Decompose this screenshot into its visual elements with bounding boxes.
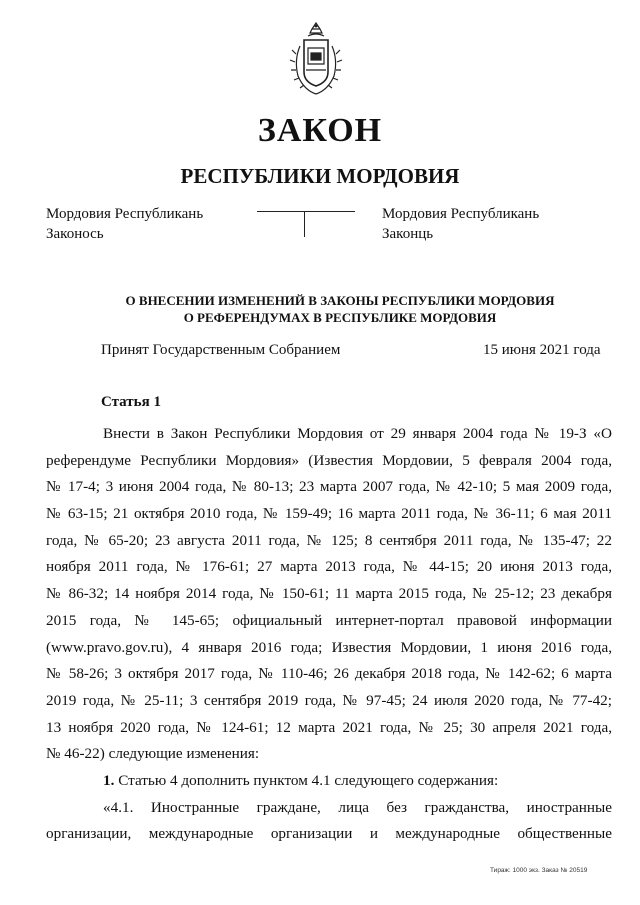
header-divider-vertical: [304, 211, 305, 237]
body-line: № 46-22) следующие изменения:: [46, 745, 260, 763]
item-1-text: Статью 4 дополнить пунктом 4.1 следующего содержания:: [118, 771, 499, 789]
quote-line: организации, международные организации и международные общественные: [46, 825, 612, 843]
body-line: Внести в Закон Республики Мордовия от 29 января 2004 года № 19-З «О: [103, 425, 612, 442]
adopted-by: Принят Государственным Собранием: [101, 342, 341, 358]
law-heading-line1: О ВНЕСЕНИИ ИЗМЕНЕНИЙ В ЗАКОНЫ РЕСПУБЛИКИ МОРДОВИЯ: [125, 293, 555, 308]
moksha-name-line2: Законось: [46, 226, 104, 242]
body-line: 2019 года, № 25-11; 3 сентября 2019 года, № 97-45; 24 июля 2020 года, № 77-42;: [46, 691, 612, 709]
body-line: ноября 2011 года, № 176-61; 27 марта 2013 года, № 44-15; 20 июня 2013 года,: [46, 558, 612, 576]
body-line: (www.pravo.gov.ru), 4 января 2016 года; Известия Мордовии, 1 июня 2016 года,: [46, 638, 612, 656]
law-heading-line2: О РЕФЕРЕНДУМАХ В РЕСПУБЛИКЕ МОРДОВИЯ: [183, 310, 497, 325]
body-line: референдуме Республики Мордовия» (Известия Мордовии, 5 февраля 2004 года,: [46, 451, 612, 469]
body-line: года, № 65-20; 23 августа 2011 года, № 125; 8 сентября 2011 года, № 135-47; 22: [46, 531, 612, 549]
law-heading: [60, 292, 620, 326]
body-line: № 58-26; 3 октября 2017 года, № 110-46; 26 декабря 2018 года, № 142-62; 6 марта: [46, 665, 612, 683]
article-heading: Статья 1: [101, 394, 161, 410]
body-line: № 17-4; 3 июня 2004 года, № 80-13; 23 марта 2007 года, № 42-10; 5 мая 2009 года,: [46, 478, 612, 496]
erzya-name-line2: Законць: [382, 226, 434, 242]
document-subtitle: РЕСПУБЛИКИ МОРДОВИЯ: [180, 164, 460, 188]
erzya-name-line1: Мордовия Республикань: [382, 206, 540, 222]
moksha-name-line1: Мордовия Республикань: [46, 206, 204, 222]
body-line: № 63-15; 21 октября 2010 года, № 159-49; 16 марта 2011 года, № 36-11; 6 мая 2011: [46, 505, 612, 523]
moksha-name-block: [46, 204, 203, 244]
adopted-date: 15 июня 2021 года: [483, 342, 601, 358]
body-line: 13 ноября 2020 года, № 124-61; 12 марта 2021 года, № 25; 30 апреля 2021 года,: [46, 718, 612, 736]
body-line: 2015 года, № 145-65; официальный интернет-портал правовой информации: [46, 611, 612, 629]
print-run-footer: Тираж: 1000 экз. Заказ № 20519: [490, 867, 588, 874]
article-body: [46, 421, 612, 848]
header-divider-horizontal: [257, 211, 355, 212]
coat-of-arms-emblem: [282, 20, 350, 100]
erzya-name-block: [382, 204, 539, 244]
item-1-number: 1.: [103, 771, 115, 789]
quote-line: «4.1. Иностранные граждане, лица без гражданства, иностранные: [103, 798, 612, 816]
item-1-line: [46, 768, 612, 795]
document-title: ЗАКОН: [257, 112, 383, 149]
body-line: № 86-32; 14 ноября 2014 года, № 150-61; 11 марта 2015 года, № 25-12; 23 декабря: [46, 585, 612, 603]
